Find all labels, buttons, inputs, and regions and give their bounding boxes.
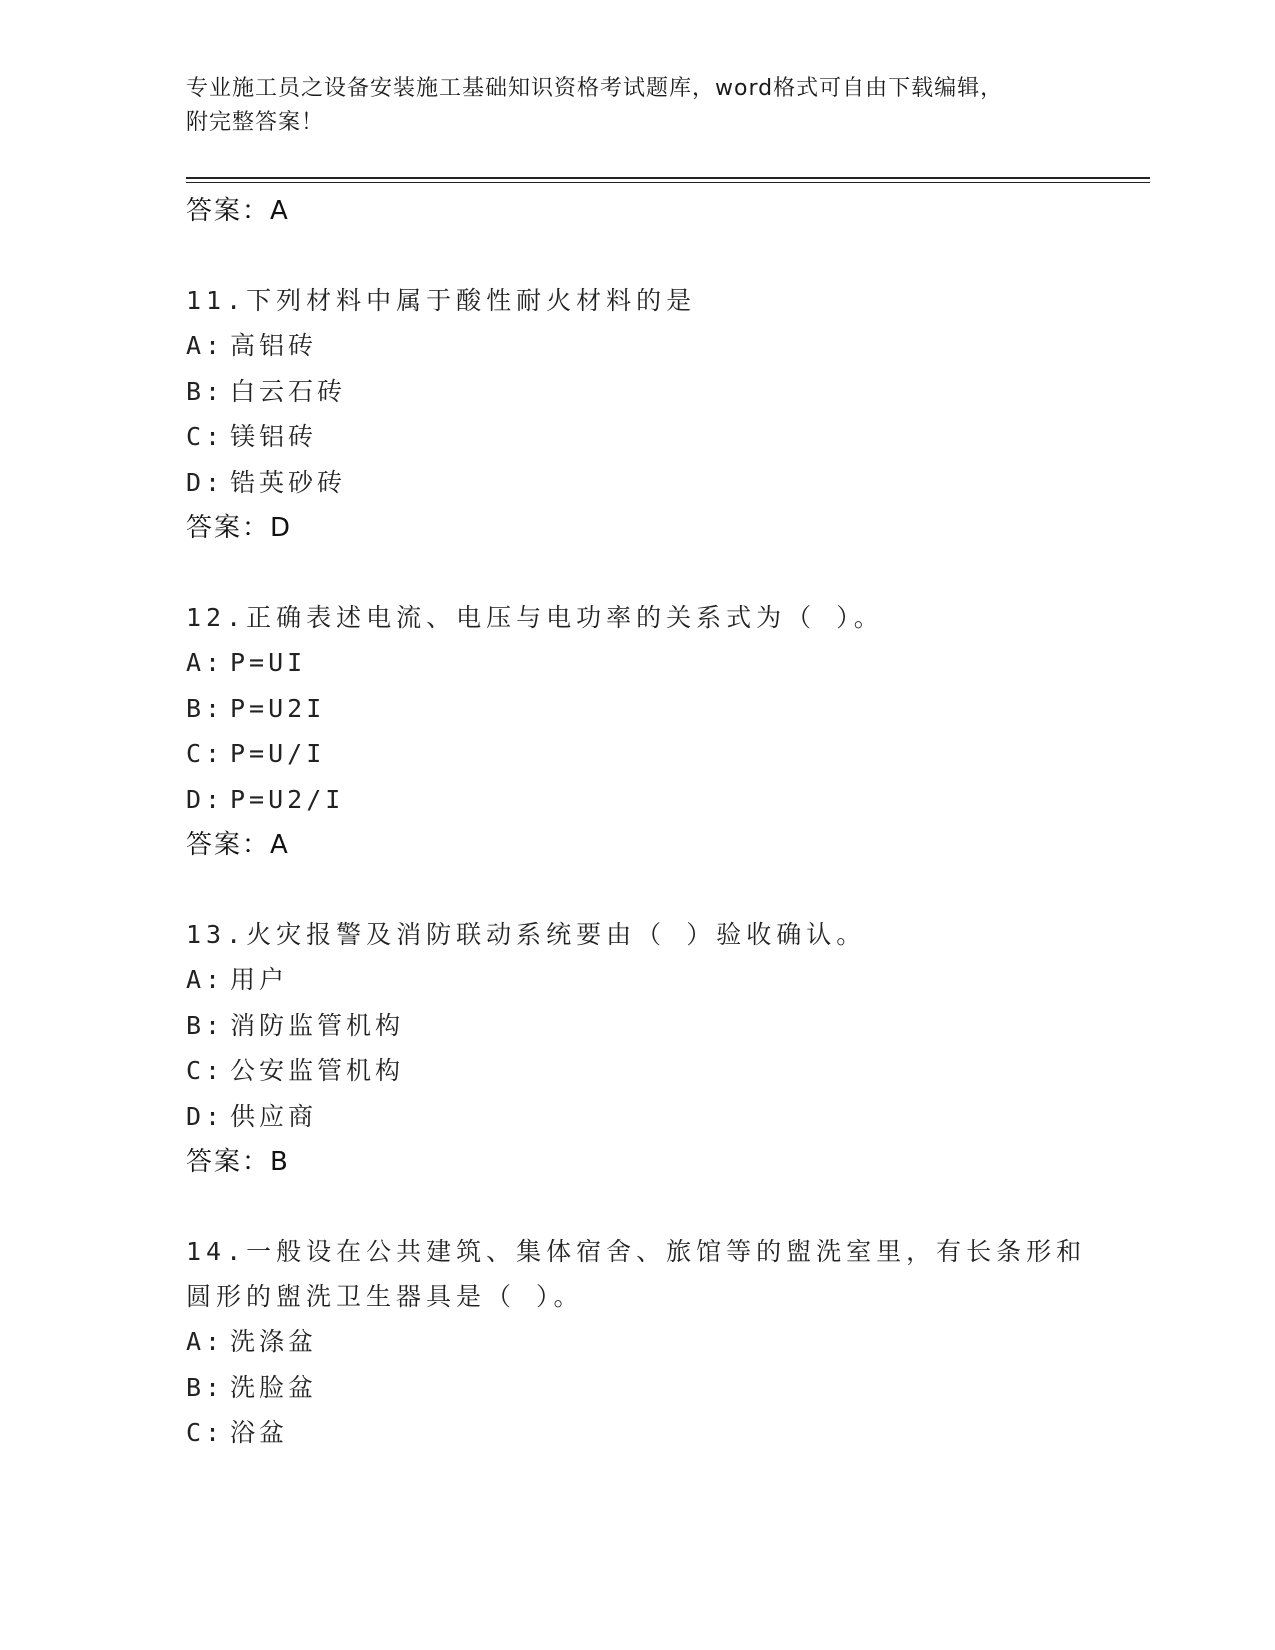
header-line-2: 附完整答案！ [186, 110, 325, 135]
option-text: 用户 [230, 965, 289, 994]
question-list [186, 188, 1106, 1456]
option-text: 白云石砖 [230, 376, 347, 406]
option-text: P=UI [230, 648, 307, 677]
option-text: 锆英砂砖 [230, 467, 347, 497]
option-c [186, 1048, 1106, 1094]
option-a [186, 957, 1106, 1003]
option-letter: C: [186, 422, 225, 451]
question-block-11 [186, 278, 1106, 551]
previous-answer: 答案：A [186, 196, 290, 226]
option-letter: A: [186, 1327, 225, 1356]
option-text: P=U2I [230, 693, 326, 723]
answer-line: 答案：B [186, 1147, 290, 1177]
option-letter: D: [186, 467, 225, 497]
option-text: 镁铝砖 [230, 422, 318, 451]
option-b [186, 369, 1106, 415]
option-a [186, 640, 1106, 686]
answer-line: 答案：A [186, 830, 290, 860]
option-text: 洗涤盆 [230, 1327, 318, 1356]
option-text: P=U2/I [230, 784, 345, 814]
option-text: 洗脸盆 [230, 1372, 318, 1402]
answer-line: 答案：D [186, 513, 293, 543]
option-d [186, 460, 1106, 506]
option-letter: C: [186, 1418, 225, 1447]
option-text: 供应商 [230, 1101, 318, 1131]
option-b [186, 1003, 1106, 1049]
option-text: 高铝砖 [230, 331, 318, 360]
question-text: 12.正确表述电流、电压与电功率的关系式为（ ）。 [186, 603, 884, 632]
option-d [186, 777, 1106, 823]
option-a [186, 1319, 1106, 1365]
question-block-13 [186, 912, 1106, 1185]
option-letter: B: [186, 1372, 225, 1402]
document-header [186, 72, 1086, 140]
option-letter: B: [186, 1010, 225, 1040]
option-letter: C: [186, 739, 225, 768]
option-text: 消防监管机构 [230, 1010, 405, 1040]
option-letter: B: [186, 693, 225, 723]
option-letter: A: [186, 648, 225, 677]
option-text: P=U/I [230, 739, 326, 768]
option-b [186, 686, 1106, 732]
option-letter: C: [186, 1056, 225, 1085]
option-c [186, 1410, 1106, 1456]
option-letter: D: [186, 1101, 225, 1131]
header-line-1: 专业施工员之设备安装施工基础知识资格考试题库，word格式可自由下载编辑， [186, 76, 1004, 101]
option-b [186, 1365, 1106, 1411]
option-letter: A: [186, 331, 225, 360]
option-text: 公安监管机构 [230, 1056, 405, 1085]
header-divider-thin [186, 182, 1150, 183]
header-divider [186, 177, 1150, 179]
option-letter: B: [186, 376, 225, 406]
option-c [186, 731, 1106, 777]
question-block-12 [186, 595, 1106, 868]
question-text: 14.一般设在公共建筑、集体宿舍、旅馆等的盥洗室里，有长条形和圆形的盥洗卫生器具是（ ）。 [186, 1237, 1087, 1311]
option-c [186, 414, 1106, 460]
option-letter: A: [186, 965, 225, 994]
question-text: 11.下列材料中属于酸性耐火材料的是 [186, 286, 697, 315]
option-letter: D: [186, 784, 225, 814]
option-text: 浴盆 [230, 1418, 289, 1447]
question-text: 13.火灾报警及消防联动系统要由（ ）验收确认。 [186, 920, 867, 949]
option-a [186, 323, 1106, 369]
option-d [186, 1094, 1106, 1140]
question-block-14 [186, 1229, 1106, 1456]
